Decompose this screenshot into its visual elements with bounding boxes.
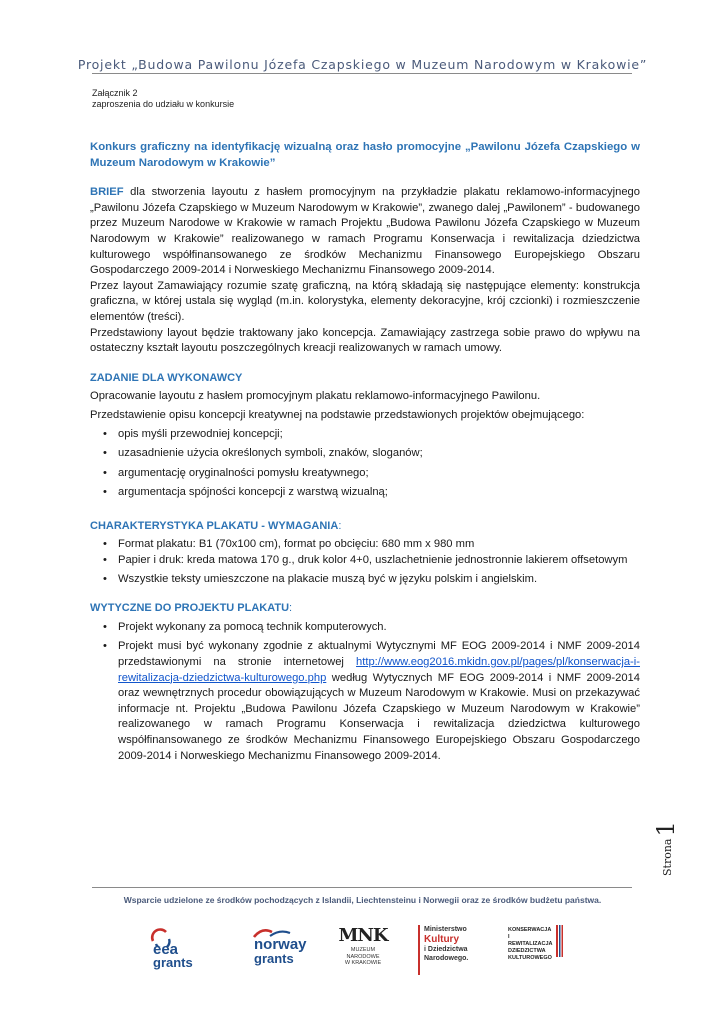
mnk-line-1: MUZEUM bbox=[350, 947, 376, 953]
list-item-text: uzasadnienie użycia określonych symboli, znaków, sloganów; bbox=[118, 447, 423, 460]
brief-label: BRIEF bbox=[90, 186, 124, 199]
header-title: Projekt „Budowa Pawilonu Józefa Czapskiego w Muzeum Narodowym w Krakowie” bbox=[77, 57, 648, 72]
eea-logo-line-2: grants bbox=[153, 955, 193, 970]
eea-logo-line-1: eea bbox=[153, 941, 179, 958]
attachment-line-1: Załącznik 2 bbox=[92, 88, 138, 98]
list-item-text: Format plakatu: B1 (70x100 cm), format po obcięciu: 680 mm x 980 mm bbox=[118, 538, 475, 551]
konserwacja-line-3: DZIEDZICTWA bbox=[508, 948, 546, 954]
norway-logo-line-2: grants bbox=[254, 951, 294, 966]
konserwacja-logo bbox=[508, 925, 568, 965]
list-item: • argumentacja spójności koncepcji z warstwą wizualną; bbox=[103, 486, 388, 499]
footer-divider bbox=[92, 887, 632, 888]
list-item: • Wszystkie teksty umieszczone na plakacie muszą być w języku polskim i angielskim. bbox=[103, 572, 538, 585]
task-paragraph-1: Opracowanie layoutu z hasłem promocyjnym plakatu reklamowo-informacyjnego Pawilonu. bbox=[90, 390, 541, 403]
list-item: • Projekt musi być wykonany zgodnie z aktualnymi Wytycznymi MF EOG 2009-2014 i NMF 2009-2014 przedstawionymi na stronie internetowej http://www.eog2016.mkidn.gov.pl/pages/pl/konserwacja-i-rewitalizacja-dziedzictwa-kulturowego.php według Wytycznych MF EOG 2009-2014 i NMF 2009-2014 oraz wewnętrznych procedur obowiązujących w Muzeum Narodowym w Krakowie. Musi on przekazywać informacje nt. Projektu „Budowa Pawilonu Józefa Czapskiego w Muzeum Narodowym w Krakowie” realizowanego w ramach Programu Konserwacja i rewitalizacja dziedzictwa kulturowego współfinansowanego ze środków Mechanizmu Finansowego Europejskiego Obszaru Gospodarczego 2009-2014 i Norweskiego Mechanizmu Finansowego 2009-2014. bbox=[103, 640, 640, 762]
mnk-logo bbox=[338, 925, 388, 983]
ministry-line-4: Narodowego. bbox=[424, 955, 469, 962]
konserwacja-line-2: I REWITALIZACJA bbox=[508, 934, 553, 947]
list-item-text: argumentację oryginalności pomysłu kreatywnego; bbox=[118, 466, 369, 479]
footer-funding-note: Wsparcie udzielone ze środków pochodzących z Islandii, Liechtensteinu i Norwegii oraz ze środków budżetu państwa. bbox=[123, 895, 602, 905]
document-title: Konkurs graficzny na identyfikację wizualną oraz hasło promocyjne „Pawilonu Józefa Czapskiego w Muzeum Narodowym w Krakowie” bbox=[90, 141, 640, 169]
attachment-line-2: zaproszenia do udziału w konkursie bbox=[92, 99, 235, 109]
list-item: • opis myśli przewodniej koncepcji; bbox=[103, 427, 283, 440]
poster-requirements-list bbox=[90, 537, 640, 587]
poster-heading-text: CHARAKTERYSTYKA PLAKATU - WYMAGANIA bbox=[90, 519, 339, 532]
list-item: • Papier i druk: kreda matowa 170 g., druk kolor 4+0, uszlachetnienie jednostronnie lakierem offsetowym bbox=[103, 554, 628, 567]
list-item-text: opis myśli przewodniej koncepcji; bbox=[118, 427, 283, 440]
document-body bbox=[90, 140, 640, 764]
list-item-text: Papier i druk: kreda matowa 170 g., druk kolor 4+0, uszlachetnienie jednostronnie lakierem offsetowym bbox=[118, 554, 628, 567]
list-item: • uzasadnienie użycia określonych symboli, znaków, sloganów; bbox=[103, 447, 423, 460]
guidelines-heading bbox=[90, 601, 640, 617]
norway-logo-line-1: norway bbox=[254, 936, 307, 953]
brief-paragraph bbox=[90, 185, 640, 279]
page-number-label bbox=[652, 821, 702, 876]
ministry-line-3: i Dziedzictwa bbox=[424, 946, 468, 953]
konserwacja-line-4: KULTUROWEGO bbox=[508, 955, 552, 961]
list-item-text-continued: według Wytycznych MF EOG 2009-2014 i NMF 2009-2014 oraz wewnętrznych procedur obowiązujących w Muzeum Narodowym w Krakowie. Musi on przekazywać informacje nt. Projektu „Budowa Pawilonu Józefa Czapskiego w Muzeum Narodowym w Krakowie” realizowanego w ramach Programu Konserwacja i rewitalizacja dziedzictwa kulturowego współfinansowanego ze środków Mechanizmu Finansowego Europejskiego Obszaru Gospodarczego 2009-2014 i Norweskiego Mechanizmu Finansowego 2009-2014. bbox=[118, 671, 640, 762]
list-item-text: Projekt musi być wykonany zgodnie z aktualnymi Wytycznymi MF EOG 2009-2014 i NMF 2009-2014 przedstawionymi na stronie internetowej bbox=[118, 640, 640, 669]
poster-heading-colon: : bbox=[338, 519, 342, 532]
poster-heading bbox=[90, 519, 640, 535]
task-heading: ZADANIE DLA WYKONAWCY bbox=[90, 371, 243, 384]
task-paragraph-2: Przedstawienie opisu koncepcji kreatywnej na podstawie przedstawionych projektów obejmującego: bbox=[90, 408, 585, 421]
list-item: • Format plakatu: B1 (70x100 cm), format po obcięciu: 680 mm x 980 mm bbox=[103, 538, 475, 551]
konserwacja-stripes-icon bbox=[556, 925, 564, 957]
mnk-line-3: W KRAKOWIE bbox=[344, 960, 382, 966]
list-item: • argumentację oryginalności pomysłu kreatywnego; bbox=[103, 466, 369, 479]
ministry-line-1: Ministerstwo bbox=[424, 926, 467, 933]
list-item-text: Projekt wykonany za pomocą technik komputerowych. bbox=[118, 620, 387, 633]
list-item: • Projekt wykonany za pomocą technik komputerowych. bbox=[103, 620, 387, 633]
list-item-text: argumentacja spójności koncepcji z warstwą wizualną; bbox=[118, 486, 388, 499]
ministry-logo bbox=[418, 925, 486, 975]
task-list bbox=[90, 427, 640, 501]
brief-text: dla stworzenia layoutu z hasłem promocyjnym na przykładzie plakatu reklamowo-informacyjnego „Pawilonu Józefa Czapskiego w Muzeum Narodowym w Krakowie”, zwanego dalej „Pawilonem” - budowanego przez Muzeum Narodowe w Krakowie w ramach Projektu „Budowa Pawilonu Józefa Czapskiego w Muzeum Narodowym w Krakowie” realizowanego w ramach Programu Konserwacja i rewitalizacja dziedzictwa kulturowego współfinansowanego ze środków Mechanizmu Finansowego Europejskiego Obszaru Gospodarczego 2009-2014 i Norweskiego Mechanizmu Finansowego 2009-2014. bbox=[90, 186, 640, 277]
ministry-line-2: Kultury bbox=[424, 934, 459, 945]
mnk-mark: MNK bbox=[338, 925, 388, 946]
page-number: 1 bbox=[652, 821, 680, 837]
guidelines-list bbox=[90, 620, 640, 764]
konserwacja-line-1: KONSERWACJA bbox=[508, 927, 552, 933]
guidelines-link[interactable]: http://www.eog2016.mkidn.gov.pl/pages/pl/konserwacja-i-rewitalizacja-dziedzictwa-kulturowego.php bbox=[118, 656, 640, 684]
norway-grants-logo bbox=[250, 925, 320, 975]
header-divider bbox=[92, 73, 632, 74]
concept-paragraph: Przedstawiony layout będzie traktowany jako koncepcja. Zamawiający zastrzega sobie prawo do wpływu na ostateczny kształt layoutu poszczególnych kreacji realizowanych w ramach umowy. bbox=[90, 326, 640, 355]
attachment-note bbox=[92, 88, 234, 110]
konserwacja-text bbox=[508, 927, 552, 962]
guidelines-heading-text: WYTYCZNE DO PROJEKTU PLAKATU bbox=[90, 602, 290, 615]
guidelines-heading-colon: : bbox=[289, 602, 293, 615]
eea-grants-logo bbox=[150, 925, 220, 975]
list-item-text: Wszystkie teksty umieszczone na plakacie muszą być w języku polskim i angielskim. bbox=[118, 572, 538, 585]
page-label-word: Strona bbox=[661, 838, 674, 876]
mnk-line-2: NARODOWE bbox=[346, 953, 380, 960]
layout-definition-paragraph: Przez layout Zamawiający rozumie szatę graficzną, na którą składają się następujące elementy: konstrukcja graficzna, w której ustala się wygląd (m.in. kolorystyka, elementy dekoracyjne, krój czcionki) i rozmieszczenie elementów (treści). bbox=[90, 279, 640, 323]
